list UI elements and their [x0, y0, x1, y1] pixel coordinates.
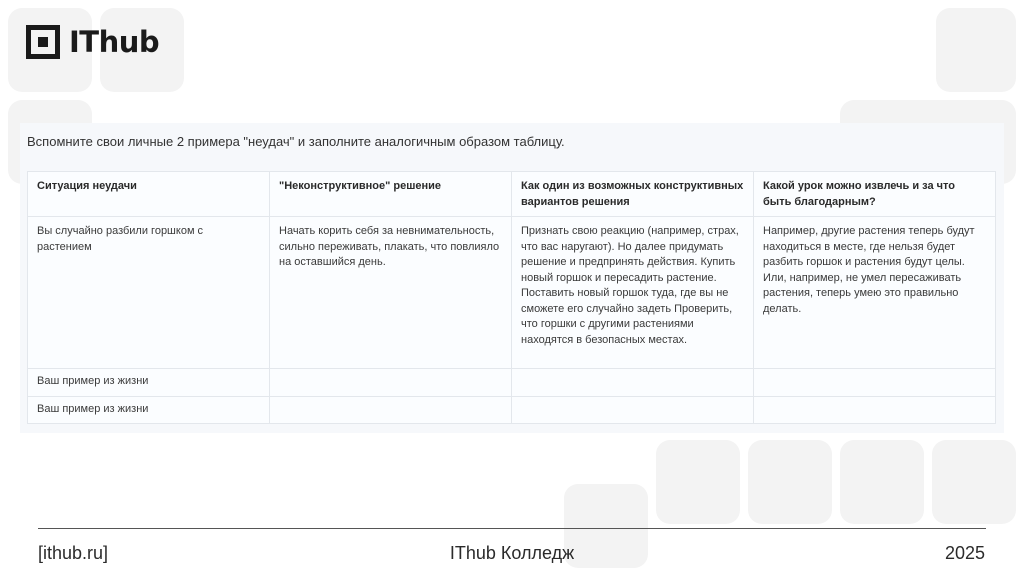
- failure-table: [27, 171, 996, 424]
- cell-lesson: Например, другие растения теперь будут находиться в месте, где нельзя будет разбить горшок и растения будут целы. Или, например, не умел пересаживать растения, теперь умею это правильно делать.: [754, 217, 996, 369]
- table-row: [28, 396, 996, 424]
- cell-empty[interactable]: [270, 396, 512, 424]
- cell-empty[interactable]: [512, 369, 754, 397]
- table-row: [28, 369, 996, 397]
- table-header-row: [28, 172, 996, 217]
- header-nonconstructive: "Неконструктивное" решение: [270, 172, 512, 217]
- background-tile: [748, 440, 832, 524]
- cell-situation: Вы случайно разбили горшком с растением: [28, 217, 270, 369]
- footer-site-link[interactable]: [ithub.ru]: [38, 543, 109, 563]
- cell-empty[interactable]: [270, 369, 512, 397]
- footer-divider: [38, 528, 986, 529]
- header-constructive: Как один из возможных конструктивных вариантов решения: [512, 172, 754, 217]
- background-tile: [840, 440, 924, 524]
- background-tile: [656, 440, 740, 524]
- cell-empty[interactable]: [754, 396, 996, 424]
- instruction-text: Вспомните свои личные 2 примера "неудач" и заполните аналогичным образом таблицу.: [27, 134, 565, 149]
- cell-empty[interactable]: [754, 369, 996, 397]
- table-row: [28, 217, 996, 369]
- cell-nonconstructive: Начать корить себя за невнимательность, сильно переживать, плакать, что повлияло на оставшийся день.: [270, 217, 512, 369]
- footer-college-name: IThub Колледж: [449, 543, 575, 563]
- header-situation: Ситуация неудачи: [28, 172, 270, 217]
- brand-logo: [26, 25, 159, 59]
- logo-text: IThub: [69, 25, 160, 59]
- cell-empty[interactable]: [512, 396, 754, 424]
- cell-example-label: Ваш пример из жизни: [28, 396, 270, 424]
- header-lesson: Какой урок можно извлечь и за что быть благодарным?: [754, 172, 996, 217]
- background-tile: [932, 440, 1016, 524]
- cell-example-label: Ваш пример из жизни: [28, 369, 270, 397]
- background-tile: [936, 8, 1016, 92]
- cell-constructive: Признать свою реакцию (например, страх, что вас наругают). Но далее придумать решение и предпринять действия. Купить новый горшок и пересадить растение. Поставить новый горшок туда, где вы не сможете его случайно задеть Проверить, что горшки с другими растениями находятся в безопасных местах.: [512, 217, 754, 369]
- logo-square-icon: [26, 25, 60, 59]
- footer-year: 2025: [944, 543, 985, 563]
